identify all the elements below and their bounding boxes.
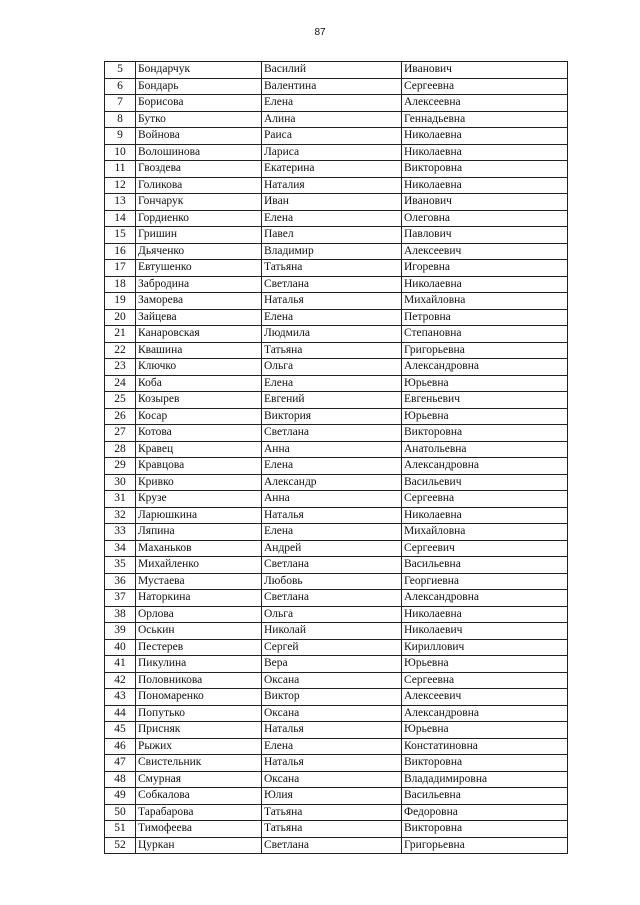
first-name-cell: Елена — [262, 95, 402, 112]
table-row — [105, 771, 568, 788]
table-row — [105, 507, 568, 524]
table-row — [105, 62, 568, 79]
last-name-cell: Ларюшкина — [136, 507, 262, 524]
table-row — [105, 392, 568, 409]
table-row — [105, 573, 568, 590]
patronymic-cell: Алексеевич — [402, 243, 568, 260]
row-number-cell: 51 — [105, 821, 136, 838]
first-name-cell: Татьяна — [262, 804, 402, 821]
last-name-cell: Козырев — [136, 392, 262, 409]
table-row — [105, 111, 568, 128]
first-name-cell: Николай — [262, 623, 402, 640]
table-row — [105, 722, 568, 739]
row-number-cell: 17 — [105, 260, 136, 277]
first-name-cell: Наталья — [262, 293, 402, 310]
first-name-cell: Алина — [262, 111, 402, 128]
table-row — [105, 375, 568, 392]
row-number-cell: 26 — [105, 408, 136, 425]
row-number-cell: 34 — [105, 540, 136, 557]
row-number-cell: 49 — [105, 788, 136, 805]
last-name-cell: Дьяченко — [136, 243, 262, 260]
first-name-cell: Виктория — [262, 408, 402, 425]
table-row — [105, 524, 568, 541]
table-row — [105, 705, 568, 722]
last-name-cell: Наторкина — [136, 590, 262, 607]
row-number-cell: 5 — [105, 62, 136, 79]
patronymic-cell: Юрьевна — [402, 375, 568, 392]
last-name-cell: Гвоздева — [136, 161, 262, 178]
patronymic-cell: Георгиевна — [402, 573, 568, 590]
table-row — [105, 656, 568, 673]
first-name-cell: Екатерина — [262, 161, 402, 178]
first-name-cell: Наталья — [262, 507, 402, 524]
row-number-cell: 37 — [105, 590, 136, 607]
last-name-cell: Заморева — [136, 293, 262, 310]
row-number-cell: 32 — [105, 507, 136, 524]
first-name-cell: Светлана — [262, 557, 402, 574]
row-number-cell: 41 — [105, 656, 136, 673]
patronymic-cell: Юрьевна — [402, 408, 568, 425]
table-row — [105, 78, 568, 95]
last-name-cell: Пономаренко — [136, 689, 262, 706]
last-name-cell: Зайцева — [136, 309, 262, 326]
last-name-cell: Мустаева — [136, 573, 262, 590]
table-row — [105, 128, 568, 145]
first-name-cell: Елена — [262, 210, 402, 227]
patronymic-cell: Евгеньевич — [402, 392, 568, 409]
patronymic-cell: Павлович — [402, 227, 568, 244]
row-number-cell: 46 — [105, 738, 136, 755]
first-name-cell: Павел — [262, 227, 402, 244]
patronymic-cell: Александровна — [402, 705, 568, 722]
table-row — [105, 755, 568, 772]
last-name-cell: Гончарук — [136, 194, 262, 211]
row-number-cell: 39 — [105, 623, 136, 640]
patronymic-cell: Анатольевна — [402, 441, 568, 458]
patronymic-cell: Юрьевна — [402, 722, 568, 739]
table-row — [105, 144, 568, 161]
patronymic-cell: Николаевна — [402, 177, 568, 194]
row-number-cell: 28 — [105, 441, 136, 458]
first-name-cell: Александр — [262, 474, 402, 491]
row-number-cell: 11 — [105, 161, 136, 178]
last-name-cell: Оськин — [136, 623, 262, 640]
row-number-cell: 21 — [105, 326, 136, 343]
first-name-cell: Елена — [262, 458, 402, 475]
row-number-cell: 29 — [105, 458, 136, 475]
first-name-cell: Татьяна — [262, 342, 402, 359]
patronymic-cell: Николаевич — [402, 623, 568, 640]
row-number-cell: 14 — [105, 210, 136, 227]
first-name-cell: Оксана — [262, 705, 402, 722]
last-name-cell: Тимофеева — [136, 821, 262, 838]
last-name-cell: Тарабарова — [136, 804, 262, 821]
table-row — [105, 260, 568, 277]
first-name-cell: Владимир — [262, 243, 402, 260]
first-name-cell: Вера — [262, 656, 402, 673]
row-number-cell: 23 — [105, 359, 136, 376]
table-row — [105, 491, 568, 508]
first-name-cell: Иван — [262, 194, 402, 211]
table-row — [105, 243, 568, 260]
row-number-cell: 24 — [105, 375, 136, 392]
patronymic-cell: Сергеевна — [402, 78, 568, 95]
last-name-cell: Забродина — [136, 276, 262, 293]
patronymic-cell: Викторовна — [402, 425, 568, 442]
last-name-cell: Ключко — [136, 359, 262, 376]
patronymic-cell: Игоревна — [402, 260, 568, 277]
last-name-cell: Косар — [136, 408, 262, 425]
row-number-cell: 27 — [105, 425, 136, 442]
patronymic-cell: Николаевна — [402, 606, 568, 623]
first-name-cell: Валентина — [262, 78, 402, 95]
first-name-cell: Лариса — [262, 144, 402, 161]
row-number-cell: 20 — [105, 309, 136, 326]
table-row — [105, 557, 568, 574]
last-name-cell: Котова — [136, 425, 262, 442]
patronymic-cell: Александровна — [402, 359, 568, 376]
row-number-cell: 47 — [105, 755, 136, 772]
patronymic-cell: Васильевна — [402, 557, 568, 574]
patronymic-cell: Олеговна — [402, 210, 568, 227]
last-name-cell: Бондарчук — [136, 62, 262, 79]
row-number-cell: 40 — [105, 639, 136, 656]
first-name-cell: Елена — [262, 738, 402, 755]
row-number-cell: 45 — [105, 722, 136, 739]
patronymic-cell: Кириллович — [402, 639, 568, 656]
row-number-cell: 38 — [105, 606, 136, 623]
table-row — [105, 606, 568, 623]
first-name-cell: Оксана — [262, 771, 402, 788]
table-row — [105, 441, 568, 458]
patronymic-cell: Васильевич — [402, 474, 568, 491]
patronymic-cell: Иванович — [402, 194, 568, 211]
patronymic-cell: Викторовна — [402, 755, 568, 772]
table-row — [105, 326, 568, 343]
last-name-cell: Евтушенко — [136, 260, 262, 277]
row-number-cell: 7 — [105, 95, 136, 112]
last-name-cell: Крузе — [136, 491, 262, 508]
last-name-cell: Квашина — [136, 342, 262, 359]
last-name-cell: Коба — [136, 375, 262, 392]
table-row — [105, 227, 568, 244]
table-row — [105, 623, 568, 640]
patronymic-cell: Григорьевна — [402, 837, 568, 854]
table-row — [105, 458, 568, 475]
table-row — [105, 161, 568, 178]
last-name-cell: Кривко — [136, 474, 262, 491]
row-number-cell: 10 — [105, 144, 136, 161]
patronymic-cell: Александровна — [402, 590, 568, 607]
row-number-cell: 44 — [105, 705, 136, 722]
roster-table-body — [105, 62, 568, 854]
first-name-cell: Анна — [262, 441, 402, 458]
row-number-cell: 35 — [105, 557, 136, 574]
table-row — [105, 788, 568, 805]
first-name-cell: Светлана — [262, 425, 402, 442]
first-name-cell: Светлана — [262, 837, 402, 854]
patronymic-cell: Геннадьевна — [402, 111, 568, 128]
row-number-cell: 48 — [105, 771, 136, 788]
patronymic-cell: Викторовна — [402, 821, 568, 838]
patronymic-cell: Михайловна — [402, 524, 568, 541]
patronymic-cell: Алексеевич — [402, 689, 568, 706]
patronymic-cell: Иванович — [402, 62, 568, 79]
patronymic-cell: Сергеевич — [402, 540, 568, 557]
patronymic-cell: Александровна — [402, 458, 568, 475]
row-number-cell: 16 — [105, 243, 136, 260]
table-row — [105, 194, 568, 211]
table-row — [105, 821, 568, 838]
last-name-cell: Борисова — [136, 95, 262, 112]
first-name-cell: Наталья — [262, 755, 402, 772]
first-name-cell: Светлана — [262, 590, 402, 607]
row-number-cell: 25 — [105, 392, 136, 409]
patronymic-cell: Сергеевна — [402, 491, 568, 508]
table-row — [105, 474, 568, 491]
row-number-cell: 43 — [105, 689, 136, 706]
last-name-cell: Голикова — [136, 177, 262, 194]
row-number-cell: 6 — [105, 78, 136, 95]
table-row — [105, 342, 568, 359]
last-name-cell: Войнова — [136, 128, 262, 145]
first-name-cell: Юлия — [262, 788, 402, 805]
table-row — [105, 408, 568, 425]
last-name-cell: Орлова — [136, 606, 262, 623]
row-number-cell: 36 — [105, 573, 136, 590]
last-name-cell: Бондарь — [136, 78, 262, 95]
patronymic-cell: Юрьевна — [402, 656, 568, 673]
row-number-cell: 9 — [105, 128, 136, 145]
table-row — [105, 672, 568, 689]
row-number-cell: 19 — [105, 293, 136, 310]
last-name-cell: Волошинова — [136, 144, 262, 161]
patronymic-cell: Сергеевна — [402, 672, 568, 689]
last-name-cell: Половникова — [136, 672, 262, 689]
last-name-cell: Попутько — [136, 705, 262, 722]
row-number-cell: 15 — [105, 227, 136, 244]
first-name-cell: Сергей — [262, 639, 402, 656]
row-number-cell: 31 — [105, 491, 136, 508]
table-row — [105, 689, 568, 706]
first-name-cell: Наталия — [262, 177, 402, 194]
row-number-cell: 33 — [105, 524, 136, 541]
first-name-cell: Татьяна — [262, 260, 402, 277]
patronymic-cell: Петровна — [402, 309, 568, 326]
patronymic-cell: Николаевна — [402, 276, 568, 293]
first-name-cell: Елена — [262, 375, 402, 392]
first-name-cell: Елена — [262, 524, 402, 541]
first-name-cell: Светлана — [262, 276, 402, 293]
row-number-cell: 22 — [105, 342, 136, 359]
row-number-cell: 52 — [105, 837, 136, 854]
last-name-cell: Бутко — [136, 111, 262, 128]
patronymic-cell: Влададимировна — [402, 771, 568, 788]
patronymic-cell: Викторовна — [402, 161, 568, 178]
table-row — [105, 738, 568, 755]
table-row — [105, 177, 568, 194]
first-name-cell: Наталья — [262, 722, 402, 739]
last-name-cell: Смурная — [136, 771, 262, 788]
patronymic-cell: Алексеевна — [402, 95, 568, 112]
last-name-cell: Кравец — [136, 441, 262, 458]
first-name-cell: Анна — [262, 491, 402, 508]
table-row — [105, 359, 568, 376]
last-name-cell: Пестерев — [136, 639, 262, 656]
first-name-cell: Оксана — [262, 672, 402, 689]
first-name-cell: Виктор — [262, 689, 402, 706]
first-name-cell: Василий — [262, 62, 402, 79]
table-row — [105, 95, 568, 112]
table-row — [105, 210, 568, 227]
patronymic-cell: Михайловна — [402, 293, 568, 310]
last-name-cell: Гришин — [136, 227, 262, 244]
first-name-cell: Любовь — [262, 573, 402, 590]
last-name-cell: Кравцова — [136, 458, 262, 475]
row-number-cell: 30 — [105, 474, 136, 491]
page-number: 87 — [314, 27, 326, 38]
patronymic-cell: Васильевна — [402, 788, 568, 805]
roster-table — [104, 61, 568, 854]
row-number-cell: 13 — [105, 194, 136, 211]
patronymic-cell: Николаевна — [402, 128, 568, 145]
first-name-cell: Татьяна — [262, 821, 402, 838]
table-row — [105, 293, 568, 310]
table-row — [105, 425, 568, 442]
row-number-cell: 18 — [105, 276, 136, 293]
first-name-cell: Андрей — [262, 540, 402, 557]
first-name-cell: Раиса — [262, 128, 402, 145]
first-name-cell: Ольга — [262, 606, 402, 623]
first-name-cell: Елена — [262, 309, 402, 326]
patronymic-cell: Федоровна — [402, 804, 568, 821]
row-number-cell: 12 — [105, 177, 136, 194]
patronymic-cell: Степановна — [402, 326, 568, 343]
last-name-cell: Собкалова — [136, 788, 262, 805]
last-name-cell: Гордиенко — [136, 210, 262, 227]
last-name-cell: Присняк — [136, 722, 262, 739]
last-name-cell: Пикулина — [136, 656, 262, 673]
last-name-cell: Михайленко — [136, 557, 262, 574]
patronymic-cell: Григорьевна — [402, 342, 568, 359]
first-name-cell: Ольга — [262, 359, 402, 376]
table-row — [105, 837, 568, 854]
table-row — [105, 639, 568, 656]
first-name-cell: Евгений — [262, 392, 402, 409]
table-row — [105, 309, 568, 326]
table-row — [105, 276, 568, 293]
last-name-cell: Канаровская — [136, 326, 262, 343]
last-name-cell: Рыжих — [136, 738, 262, 755]
patronymic-cell: Констатиновна — [402, 738, 568, 755]
first-name-cell: Людмила — [262, 326, 402, 343]
table-row — [105, 540, 568, 557]
row-number-cell: 8 — [105, 111, 136, 128]
table-row — [105, 590, 568, 607]
patronymic-cell: Николаевна — [402, 144, 568, 161]
table-row — [105, 804, 568, 821]
last-name-cell: Цуркан — [136, 837, 262, 854]
last-name-cell: Маханьков — [136, 540, 262, 557]
row-number-cell: 50 — [105, 804, 136, 821]
last-name-cell: Ляпина — [136, 524, 262, 541]
patronymic-cell: Николаевна — [402, 507, 568, 524]
last-name-cell: Свистельник — [136, 755, 262, 772]
row-number-cell: 42 — [105, 672, 136, 689]
